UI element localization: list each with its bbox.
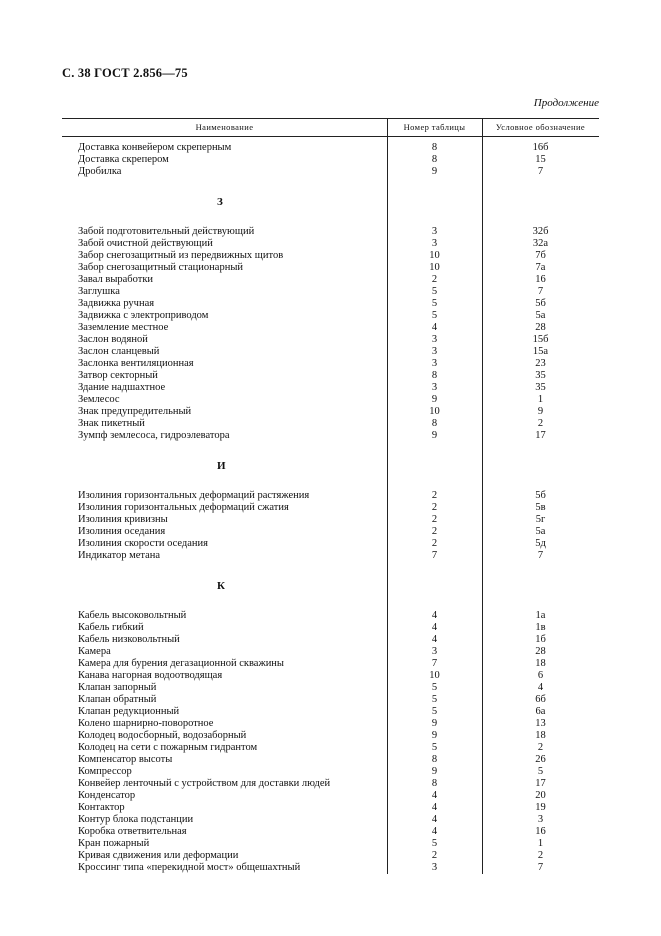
row-table-number: 4 — [431, 814, 438, 825]
section-heading — [62, 196, 599, 208]
row-table-number: 7 — [431, 550, 438, 561]
row-name: Задвижка ручная — [78, 298, 155, 309]
row-name: Кабель низковольтный — [78, 634, 180, 645]
row-table-number: 9 — [431, 430, 438, 441]
row-symbol: 15а — [532, 346, 549, 357]
row-name: Забой подготовительный действующий — [78, 226, 255, 237]
row-table-number: 9 — [431, 394, 438, 405]
table-row — [62, 334, 599, 346]
header-symbol: Условное обозначение — [495, 122, 586, 132]
row-symbol: 7 — [537, 286, 544, 297]
row-symbol: 5а — [535, 310, 546, 321]
row-symbol: 1 — [537, 394, 544, 405]
row-name: Колодец на сети с пожарным гидрантом — [78, 742, 258, 753]
table-row — [62, 358, 599, 370]
table-row — [62, 502, 599, 514]
row-name: Изолиния скорости оседания — [78, 538, 208, 549]
section-letter: З — [217, 196, 223, 208]
row-table-number: 5 — [431, 838, 438, 849]
row-table-number: 9 — [431, 718, 438, 729]
table-row — [62, 226, 599, 238]
row-symbol: 35 — [535, 370, 546, 381]
table-row — [62, 274, 599, 286]
row-name: Изолиния кривизны — [78, 514, 168, 525]
table-row — [62, 430, 599, 442]
row-name: Заглушка — [78, 286, 120, 297]
row-name: Доставка скрепером — [78, 154, 169, 165]
row-name: Кроссинг типа «перекидной мост» общешахтный — [78, 862, 301, 873]
row-name: Кривая сдвижения или деформации — [78, 850, 239, 861]
row-table-number: 5 — [431, 298, 438, 309]
row-table-number: 4 — [431, 322, 438, 333]
section-letter: И — [217, 460, 226, 472]
row-symbol: 18 — [535, 658, 546, 669]
row-symbol: 6а — [535, 706, 546, 717]
row-table-number: 10 — [429, 250, 440, 261]
section-heading — [62, 460, 599, 472]
row-name: Заслон сланцевый — [78, 346, 160, 357]
row-symbol: 9 — [537, 406, 544, 417]
row-symbol: 26 — [535, 754, 546, 765]
row-name: Завал выработки — [78, 274, 154, 285]
row-table-number: 9 — [431, 730, 438, 741]
row-table-number: 3 — [431, 862, 438, 873]
row-symbol: 4 — [537, 682, 544, 693]
row-table-number: 8 — [431, 418, 438, 429]
table-row — [62, 250, 599, 262]
row-symbol: 1б — [535, 634, 546, 645]
row-table-number: 5 — [431, 286, 438, 297]
row-table-number: 2 — [431, 274, 438, 285]
row-symbol: 5б — [535, 298, 546, 309]
row-name: Знак пикетный — [78, 418, 145, 429]
row-table-number: 3 — [431, 346, 438, 357]
index-table — [62, 118, 599, 874]
table-row — [62, 742, 599, 754]
row-symbol: 1 — [537, 838, 544, 849]
table-row — [62, 646, 599, 658]
row-name: Клапан запорный — [78, 682, 157, 693]
row-table-number: 5 — [431, 310, 438, 321]
table-row — [62, 550, 599, 562]
row-table-number: 2 — [431, 850, 438, 861]
table-row — [62, 838, 599, 850]
row-name: Клапан редукционный — [78, 706, 180, 717]
row-symbol: 3 — [537, 814, 544, 825]
table-row — [62, 802, 599, 814]
row-symbol: 5б — [535, 490, 546, 501]
row-symbol: 1в — [535, 622, 546, 633]
row-name: Кабель гибкий — [78, 622, 144, 633]
row-symbol: 2 — [537, 742, 544, 753]
row-table-number: 4 — [431, 790, 438, 801]
row-name: Компенсатор высоты — [78, 754, 173, 765]
row-name: Изолиния горизонтальных деформаций растяжения — [78, 490, 310, 501]
table-row — [62, 778, 599, 790]
table-row — [62, 682, 599, 694]
table-row — [62, 238, 599, 250]
page-header: С. 38 ГОСТ 2.856—75 — [62, 66, 188, 80]
row-table-number: 8 — [431, 142, 438, 153]
header-name: Наименование — [195, 122, 254, 132]
row-name: Заслон водяной — [78, 334, 148, 345]
row-name: Компрессор — [78, 766, 132, 777]
table-row — [62, 418, 599, 430]
table-row — [62, 370, 599, 382]
table-row — [62, 718, 599, 730]
row-symbol: 5в — [535, 502, 546, 513]
table-row — [62, 670, 599, 682]
row-symbol: 16б — [532, 142, 549, 153]
table-header — [62, 119, 599, 136]
row-table-number: 5 — [431, 706, 438, 717]
row-name: Контактор — [78, 802, 125, 813]
row-table-number: 10 — [429, 262, 440, 273]
row-symbol: 5д — [535, 538, 546, 549]
row-symbol: 32а — [532, 238, 549, 249]
row-name: Кран пожарный — [78, 838, 150, 849]
row-name: Конвейер ленточный с устройством для доставки людей — [78, 778, 331, 789]
row-name: Знак предупредительный — [78, 406, 192, 417]
table-row — [62, 610, 599, 622]
row-name: Дробилка — [78, 166, 122, 177]
row-symbol: 17 — [535, 778, 546, 789]
row-table-number: 10 — [429, 670, 440, 681]
row-symbol: 15 — [535, 154, 546, 165]
row-table-number: 2 — [431, 526, 438, 537]
row-symbol: 32б — [532, 226, 549, 237]
row-symbol: 16 — [535, 826, 546, 837]
row-symbol: 6 — [537, 670, 544, 681]
row-name: Колодец водосборный, водозаборный — [78, 730, 247, 741]
table-row — [62, 298, 599, 310]
row-table-number: 3 — [431, 382, 438, 393]
row-symbol: 1а — [535, 610, 546, 621]
row-name: Контур блока подстанции — [78, 814, 194, 825]
row-symbol: 7 — [537, 862, 544, 873]
row-symbol: 6б — [535, 694, 546, 705]
row-name: Конденсатор — [78, 790, 136, 801]
row-table-number: 2 — [431, 538, 438, 549]
row-name: Камера для бурения дегазационной скважины — [78, 658, 284, 669]
row-name: Клапан обратный — [78, 694, 157, 705]
row-name: Коробка ответвительная — [78, 826, 187, 837]
table-row — [62, 142, 599, 154]
row-name: Затвор секторный — [78, 370, 158, 381]
row-table-number: 5 — [431, 682, 438, 693]
table-row — [62, 166, 599, 178]
row-name: Заземление местное — [78, 322, 169, 333]
row-table-number: 8 — [431, 154, 438, 165]
row-table-number: 4 — [431, 610, 438, 621]
row-table-number: 2 — [431, 502, 438, 513]
row-table-number: 5 — [431, 742, 438, 753]
table-row — [62, 262, 599, 274]
row-name: Забор снегозащитный стационарный — [78, 262, 243, 273]
row-table-number: 3 — [431, 238, 438, 249]
table-row — [62, 538, 599, 550]
table-row — [62, 346, 599, 358]
table-row — [62, 754, 599, 766]
table-row — [62, 622, 599, 634]
row-name: Канава нагорная водоотводящая — [78, 670, 223, 681]
section-heading — [62, 580, 599, 592]
table-row — [62, 766, 599, 778]
row-table-number: 2 — [431, 514, 438, 525]
row-symbol: 35 — [535, 382, 546, 393]
row-name: Кабель высоковольтный — [78, 610, 187, 621]
row-symbol: 28 — [535, 646, 546, 657]
table-row — [62, 694, 599, 706]
row-name: Зумпф землесоса, гидроэлеватора — [78, 430, 230, 441]
row-symbol: 19 — [535, 802, 546, 813]
row-symbol: 5г — [535, 514, 546, 525]
row-symbol: 7 — [537, 166, 544, 177]
row-table-number: 8 — [431, 778, 438, 789]
row-name: Изолиния горизонтальных деформаций сжатия — [78, 502, 289, 513]
table-row — [62, 790, 599, 802]
row-name: Забор снегозащитный из передвижных щитов — [78, 250, 284, 261]
row-table-number: 3 — [431, 334, 438, 345]
row-table-number: 10 — [429, 406, 440, 417]
row-name: Изолиния оседания — [78, 526, 166, 537]
table-row — [62, 394, 599, 406]
row-table-number: 3 — [431, 646, 438, 657]
table-row — [62, 634, 599, 646]
table-row — [62, 850, 599, 862]
row-symbol: 20 — [535, 790, 546, 801]
row-name: Заслонка вентиляционная — [78, 358, 194, 369]
row-table-number: 4 — [431, 622, 438, 633]
row-symbol: 7а — [535, 262, 546, 273]
row-table-number: 3 — [431, 226, 438, 237]
section-letter: К — [217, 580, 225, 592]
table-row — [62, 490, 599, 502]
row-name: Доставка конвейером скреперным — [78, 142, 232, 153]
row-name: Забой очистной действующий — [78, 238, 213, 249]
row-name: Землесос — [78, 394, 120, 405]
table-row — [62, 286, 599, 298]
row-table-number: 4 — [431, 802, 438, 813]
row-symbol: 7б — [535, 250, 546, 261]
row-table-number: 9 — [431, 166, 438, 177]
table-row — [62, 154, 599, 166]
continuation-label: Продолжение — [533, 97, 599, 109]
table-row — [62, 322, 599, 334]
row-symbol: 16 — [535, 274, 546, 285]
row-table-number: 4 — [431, 826, 438, 837]
row-symbol: 28 — [535, 322, 546, 333]
row-table-number: 7 — [431, 658, 438, 669]
row-symbol: 5а — [535, 526, 546, 537]
row-symbol: 7 — [537, 550, 544, 561]
row-name: Задвижка с электроприводом — [78, 310, 209, 321]
table-row — [62, 406, 599, 418]
row-symbol: 5 — [537, 766, 544, 777]
header-table-number: Номер таблицы — [403, 122, 466, 132]
table-row — [62, 526, 599, 538]
table-row — [62, 826, 599, 838]
table-row — [62, 862, 599, 874]
row-symbol: 18 — [535, 730, 546, 741]
row-table-number: 5 — [431, 694, 438, 705]
row-symbol: 2 — [537, 850, 544, 861]
row-symbol: 15б — [532, 334, 549, 345]
row-table-number: 8 — [431, 370, 438, 381]
row-table-number: 8 — [431, 754, 438, 765]
row-symbol: 2 — [537, 418, 544, 429]
row-symbol: 23 — [535, 358, 546, 369]
row-symbol: 17 — [535, 430, 546, 441]
table-row — [62, 514, 599, 526]
row-name: Индикатор метана — [78, 550, 161, 561]
table-row — [62, 310, 599, 322]
row-table-number: 2 — [431, 490, 438, 501]
table-row — [62, 730, 599, 742]
row-table-number: 4 — [431, 634, 438, 645]
row-name: Колено шарнирно-поворотное — [78, 718, 214, 729]
row-symbol: 13 — [535, 718, 546, 729]
table-row — [62, 814, 599, 826]
table-row — [62, 658, 599, 670]
row-name: Камера — [78, 646, 111, 657]
table-body — [62, 137, 599, 874]
row-name: Здание надшахтное — [78, 382, 166, 393]
table-row — [62, 706, 599, 718]
row-table-number: 3 — [431, 358, 438, 369]
table-row — [62, 382, 599, 394]
row-table-number: 9 — [431, 766, 438, 777]
